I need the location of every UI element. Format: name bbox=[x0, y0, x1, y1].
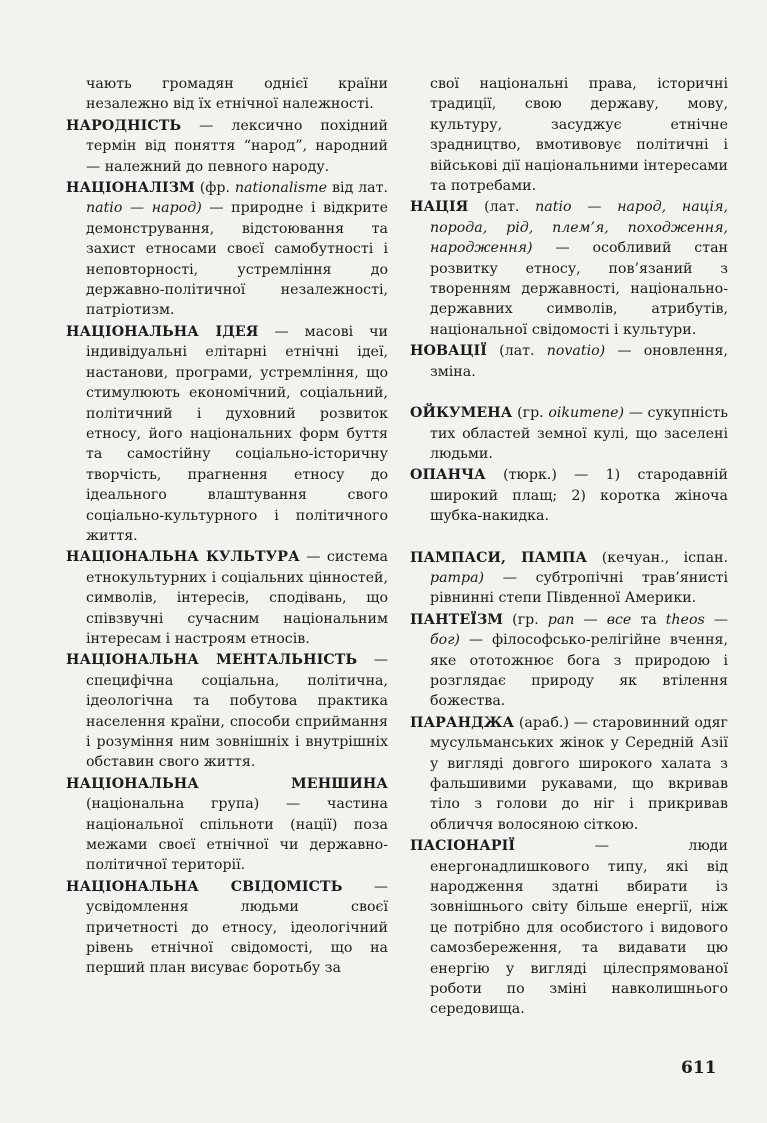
entry-novatsii bbox=[410, 341, 728, 382]
entry-natsionalna-kultura bbox=[66, 547, 388, 649]
page-number: 611 bbox=[681, 1058, 717, 1078]
entry-panteizm bbox=[410, 610, 728, 712]
entry-term: НАЦІОНАЛЬНА МЕНШИНА bbox=[66, 775, 388, 792]
entry-body: — особливий стан розвитку етносу, пов’язаний з творенням державності, національно-державних символів, атрибутів, національної свідомості і культури. bbox=[430, 240, 729, 338]
entry-term: НАРОДНІСТЬ bbox=[66, 117, 182, 134]
entry-body: — філософсько-релігійне вчення, яке ототожнює бога з природою і розглядає природу як втілення божества. bbox=[430, 632, 728, 710]
left-column bbox=[66, 74, 388, 980]
entry-oikumena bbox=[410, 403, 728, 464]
entry-body: (араб.) — старовинний одяг мусульманських жінок у Середній Азії у вигляді довгого широкого халата з фальшивими рукавами, що вкривав тіло з голови до ніг і прикривав обличчя волосяною сіткою. bbox=[430, 714, 728, 833]
entry-body: свої національні права, історичні традиції, свою державу, мову, культуру, засуджує етнічне зрадництво, вмотивовує політичні і військові дії національними інтересами та потребами. bbox=[430, 76, 728, 195]
entry-term: ПАСІОНАРІЇ bbox=[410, 838, 516, 855]
entry-body: — сукупність тих областей земної кулі, що заселені людьми. bbox=[430, 405, 728, 462]
entry-body: чають громадян однієї країни незалежно від їх етнічної належності. bbox=[86, 76, 388, 113]
entry-etymology: від лат. bbox=[331, 180, 388, 197]
entry-pasionarii bbox=[410, 836, 728, 1020]
entry-term: НАЦІОНАЛЬНА КУЛЬТУРА bbox=[66, 549, 300, 566]
entry-etymology: (лат. bbox=[499, 343, 535, 360]
entry-narodnist bbox=[66, 116, 388, 177]
right-column bbox=[410, 74, 728, 1021]
entry-body: — оновлення, зміна. bbox=[430, 343, 729, 380]
entry-term: НАЦІОНАЛЬНА СВІДОМІСТЬ bbox=[66, 878, 343, 895]
entry-etymology-word: natio — народ, нація, порода, рід, плем’я, походження, народження) bbox=[430, 199, 728, 257]
entry-etymology: (фр. bbox=[199, 180, 230, 197]
entry-term: ПАМПАСИ, ПАМПА bbox=[410, 549, 588, 566]
entry-body: — люди енергонадлишкового типу, які від народження здатні вбирати із зовнішнього світу більше енергії, ніж це потрібно для особистого і видового самозбереження, та видавати цю енергію у вигляді цілеспрямованої роботи по зміні навколишнього середовища. bbox=[430, 838, 728, 1018]
entry-term: ОЙКУМЕНА bbox=[410, 405, 513, 422]
entry-body: — специфічна соціальна, політична, ідеологічна та побутова практика населення країни, способи сприймання і розуміння ним зовнішніх і внутрішніх обставин свого життя. bbox=[86, 652, 388, 771]
entry-etymology-word: novatio) bbox=[546, 343, 606, 360]
entry-body: (тюрк.) — 1) стародавній широкий плащ; 2) коротка жіноча шубка-накидка. bbox=[430, 467, 728, 525]
entry-natsiia bbox=[410, 197, 728, 340]
entry-etymology-word: theos — бог) bbox=[430, 611, 729, 649]
entry-body: — система етнокультурних і соціальних цінностей, символів, інтересів, сподівань, що співзвучні сучасним національним інтересам і настроям етносів. bbox=[86, 549, 388, 647]
entry-term: НАЦІЯ bbox=[410, 199, 469, 216]
entry-term: ПАРАНДЖА bbox=[410, 714, 515, 731]
entry-etymology-word: natio — народ) bbox=[86, 200, 202, 217]
entry-etymology: (гр. bbox=[512, 611, 539, 628]
entry-parandzha bbox=[410, 713, 728, 835]
entry-body: — усвідомлення людьми своєї причетності до етносу, ідеологічний рівень етнічної свідомості, що на перший план висуває боротьбу за bbox=[86, 878, 388, 977]
entry-term: ПАНТЕЇЗМ bbox=[410, 611, 504, 628]
entry-natsionalna-menshyna bbox=[66, 774, 388, 876]
entry-body: (національна група) — частина національної спільноти (нації) поза межами своєї етнічної чи державно-політичної території. bbox=[86, 796, 388, 874]
entry-term: НАЦІОНАЛІЗМ bbox=[66, 180, 195, 197]
entry-body: — субтропічні трав’янисті рівнинні степи Південної Америки. bbox=[430, 569, 728, 607]
entry-etymology-word: oikumene) bbox=[548, 405, 625, 422]
entry-etymology: (кечуан., іспан. bbox=[601, 549, 729, 566]
entry-natsionalizm bbox=[66, 178, 388, 321]
entry-pampasy bbox=[410, 548, 728, 609]
entry-etymology: (лат. bbox=[484, 199, 520, 216]
entry-opancha bbox=[410, 465, 728, 526]
entry-term: НАЦІОНАЛЬНА МЕНТАЛЬНІСТЬ bbox=[66, 652, 358, 669]
entry-body: — масові чи індивідуальні елітарні етнічні ідеї, настанови, програми, устремління, що стимулюють економічний, соціальний, політичний і духовний розвиток етносу, його національних форм буття та самостійну соціально-історичну творчість, прагнення етносу до ідеального влаштування свого соціально-культурного і політичного життя. bbox=[86, 323, 389, 544]
entry-etymology: (гр. bbox=[517, 405, 544, 422]
entry-term: НОВАЦІЇ bbox=[410, 343, 487, 360]
entry-continuation bbox=[410, 74, 728, 196]
entry-continuation bbox=[66, 74, 388, 115]
entry-etymology-word: nationalisme bbox=[234, 180, 328, 197]
entry-natsionalna-mentalnist bbox=[66, 650, 388, 772]
entry-etymology-word: pan — все bbox=[547, 611, 632, 628]
entry-etymology-word: pampa) bbox=[430, 569, 485, 586]
entry-term: ОПАНЧА bbox=[410, 467, 486, 484]
entry-term: НАЦІОНАЛЬНА ІДЕЯ bbox=[66, 323, 259, 340]
entry-body: — лексично похідний термін від поняття “народ”, народний — належний до певного народу. bbox=[86, 117, 388, 175]
entry-etymology: та bbox=[640, 611, 657, 628]
entry-natsionalna-svidomist bbox=[66, 877, 388, 979]
entry-natsionalna-ideia bbox=[66, 322, 388, 546]
entry-body: — природне і відкрите демонстрування, відстоювання та захист етносами своєї самобутності і неповторності, устремління до державно-політичної незалежності, патріотизм. bbox=[86, 200, 388, 319]
